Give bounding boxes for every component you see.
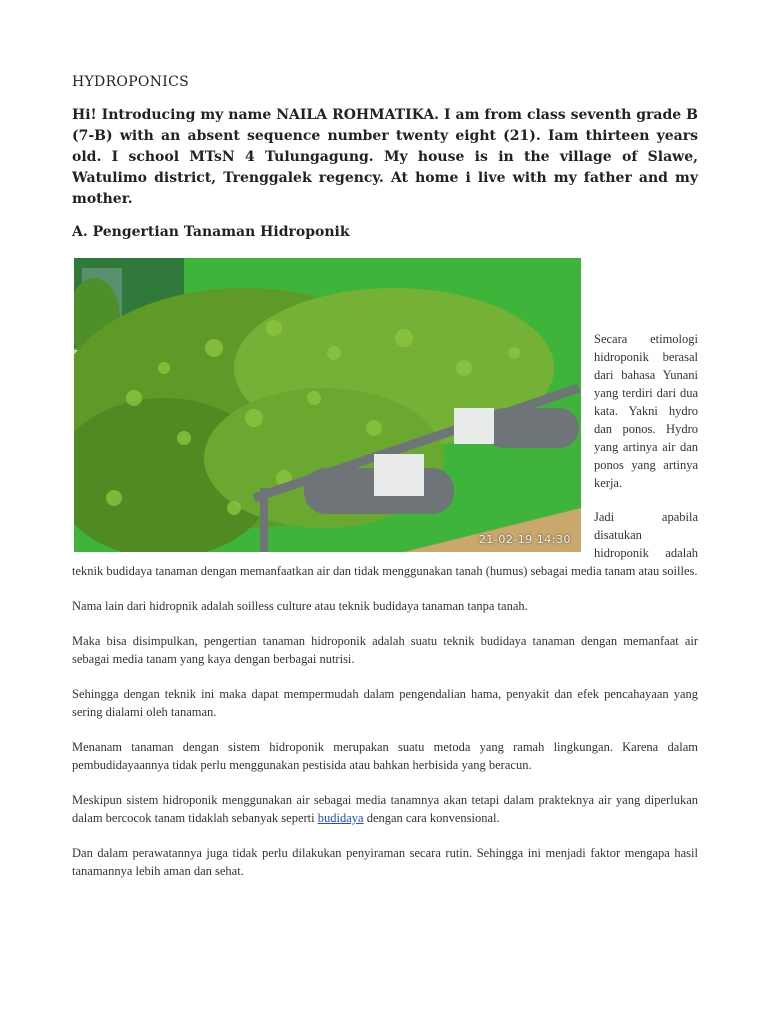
hydroponics-illustration <box>74 258 581 552</box>
pipe-elbow-2 <box>484 408 579 448</box>
link-paragraph-after: dengan cara konvensional. <box>363 811 500 825</box>
section-heading: A. Pengertian Tanaman Hidroponik <box>72 224 350 240</box>
budidaya-link[interactable]: budidaya <box>317 811 364 825</box>
wrap-paragraph: Jadi apabila disatukan hidroponik adalah teknik budidaya tanaman dengan memanfaatkan air dan tidak menggunakan tanah (humus) sebagai media tanam atau soilles. <box>72 510 698 578</box>
last-paragraph: Dan dalam perawatannya juga tidak perlu dilakukan penyiraman secara rutin. Sehingga ini menjadi faktor mengapa hasil tanamannya lebih aman dan sehat. <box>72 846 698 878</box>
paragraph: Maka bisa disimpulkan, pengertian tanaman hidroponik adalah suatu teknik budidaya tanaman dengan memanfaat air sebagai media tanam yang kaya dengan berbagai nutrisi. <box>72 634 698 666</box>
document-title: HYDROPONICS <box>72 74 189 90</box>
hydroponics-photo <box>74 258 581 552</box>
paragraph: Sehingga dengan teknik ini maka dapat mempermudah dalam pengendalian hama, penyakit dan efek pencahayaan yang sering dialami oleh tanaman. <box>72 687 698 719</box>
side-text: Secara etimologi hidroponik berasal dari bahasa Yunani yang terdiri dari dua kata. Yakni hydro dan ponos. Hydro yang artinya air dan ponos yang artinya kerja. <box>594 332 698 490</box>
pipe-cap-1 <box>374 454 424 496</box>
paragraph: Menanam tanaman dengan sistem hidroponik merupakan suatu metoda yang ramah lingkungan. Karena dalam pembudidayaannya tidak perlu menggunakan pestisida atau bahkan herbisida yang beracun. <box>72 740 698 772</box>
document-page <box>72 72 698 897</box>
link-paragraph <box>72 791 698 827</box>
pipe-cap-2 <box>454 408 494 444</box>
paragraph: Nama lain dari hidropnik adalah soilless culture atau teknik budidaya tanaman tanpa tanah. <box>72 599 528 613</box>
intro-paragraph: Hi! Introducing my name NAILA ROHMATIKA. I am from class seventh grade B (7-B) with an absent sequence number twenty eight (21). Iam thirteen years old. I school MTsN 4 Tulungagung. My house is in the village of Slawe, Watulimo district, Trenggalek regency. At home i live with my father and my mother. <box>72 107 698 207</box>
link-paragraph-before: Meskipun sistem hidroponik menggunakan air sebagai media tanamnya akan tetapi dalam prakteknya air yang diperlukan dalam bercocok tanam tidaklah sebanyak seperti <box>72 793 698 825</box>
photo-timestamp: 21-02-19 14:30 <box>478 533 571 546</box>
paragraph-list <box>72 597 698 774</box>
